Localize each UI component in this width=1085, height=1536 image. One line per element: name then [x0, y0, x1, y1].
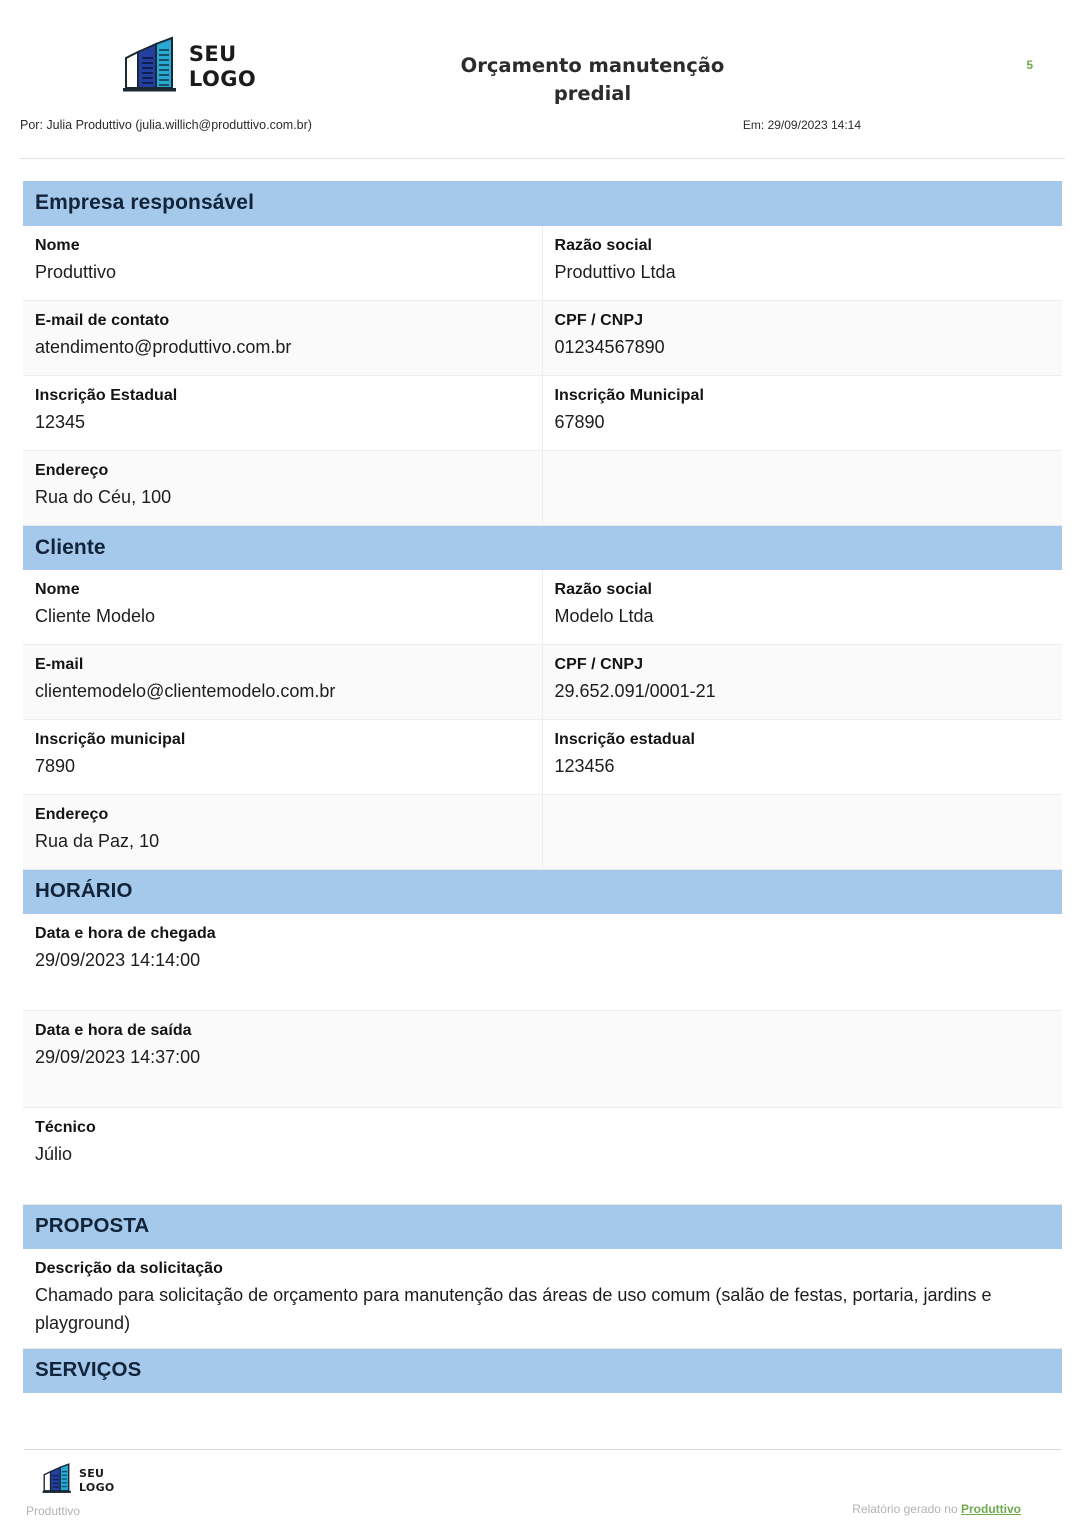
table-cell	[23, 1249, 1062, 1348]
field-value: clientemodelo@clientemodelo.com.br	[35, 681, 336, 702]
table-cell	[23, 645, 543, 719]
report-section	[23, 181, 1062, 526]
field-value: Júlio	[35, 1143, 73, 1164]
footer-divider	[24, 1449, 1061, 1450]
report-section	[23, 870, 1062, 1205]
table-row	[23, 720, 1062, 795]
field-label: Inscrição Municipal	[554, 386, 704, 404]
footer-brand	[24, 1462, 115, 1518]
building-skyline-icon	[42, 1462, 72, 1499]
building-skyline-icon	[122, 34, 178, 99]
logo-text-line1: SEU	[188, 41, 237, 66]
table-cell	[23, 1011, 1062, 1107]
table-row	[23, 1011, 1062, 1108]
field-label: E-mail	[35, 656, 84, 674]
table-cell	[543, 376, 1063, 450]
table-cell	[543, 301, 1063, 375]
section-header: Cliente	[23, 526, 1062, 571]
field-value: 7890	[35, 756, 76, 777]
table-row	[23, 226, 1062, 301]
footer-company-name: Produttivo	[26, 1504, 81, 1518]
document-meta	[0, 118, 1085, 144]
table-row	[23, 301, 1062, 376]
title-container	[354, 0, 831, 109]
table-cell	[543, 720, 1063, 794]
document-header	[0, 0, 1085, 118]
logo-text	[189, 42, 256, 91]
document-footer	[0, 1449, 1085, 1536]
table-cell	[543, 645, 1063, 719]
field-label: E-mail de contato	[35, 311, 170, 329]
field-value: Produttivo	[35, 261, 117, 282]
table-row	[23, 795, 1062, 870]
field-label: Razão social	[554, 236, 653, 254]
field-label: Inscrição estadual	[554, 731, 696, 749]
field-value: Rua do Céu, 100	[35, 486, 172, 507]
table-cell	[543, 226, 1063, 300]
report-section	[23, 1205, 1062, 1349]
meta-generated-at: Em: 29/09/2023 14:14	[742, 118, 861, 132]
field-value: Produttivo Ltda	[554, 261, 676, 282]
footer-logo-text-line2: LOGO	[79, 1480, 115, 1494]
table-cell	[23, 914, 1062, 1010]
field-value: Chamado para solicitação de orçamento para manutenção das áreas de uso comum (salão de festas, portaria, jardins e playground)	[35, 1284, 992, 1333]
field-label: Inscrição municipal	[35, 731, 186, 749]
table-cell	[543, 451, 1063, 525]
table-cell	[23, 226, 543, 300]
section-header: SERVIÇOS	[23, 1349, 1062, 1393]
header-logo	[24, 0, 354, 99]
field-label: Nome	[35, 581, 80, 599]
table-row	[23, 451, 1062, 526]
meta-author: Por: Julia Produttivo (julia.willich@produttivo.com.br)	[20, 118, 312, 132]
field-value: 29/09/2023 14:14:00	[35, 949, 201, 970]
header-divider	[20, 158, 1065, 159]
footer-logo-text	[79, 1467, 115, 1493]
table-cell	[23, 570, 543, 644]
field-label: CPF / CNPJ	[554, 311, 644, 329]
section-rows	[23, 570, 1062, 870]
section-header: Empresa responsável	[23, 181, 1062, 226]
footer-logo-text-line1: SEU	[79, 1467, 105, 1481]
logo-text-line2: LOGO	[188, 66, 257, 91]
section-rows	[23, 1249, 1062, 1349]
field-value: Modelo Ltda	[554, 606, 654, 627]
report-body	[23, 181, 1062, 1393]
page-number-container	[831, 0, 1061, 74]
table-cell	[23, 1108, 1062, 1204]
table-cell	[23, 376, 543, 450]
page-number: 5	[1026, 58, 1033, 72]
page-title: Orçamento manutenção predial	[460, 54, 725, 106]
field-label: Técnico	[35, 1118, 96, 1136]
field-value: 67890	[554, 411, 605, 432]
table-cell	[23, 720, 543, 794]
field-label: Nome	[35, 236, 80, 254]
field-label: CPF / CNPJ	[554, 656, 644, 674]
field-label: Endereço	[35, 461, 109, 479]
table-row	[23, 376, 1062, 451]
field-value: 29.652.091/0001-21	[554, 681, 716, 702]
produttivo-link[interactable]: Produttivo	[961, 1502, 1021, 1516]
field-value: 123456	[554, 756, 615, 777]
table-cell	[543, 795, 1063, 869]
field-label: Inscrição Estadual	[35, 386, 178, 404]
field-value: Rua da Paz, 10	[35, 831, 160, 852]
report-section	[23, 1349, 1062, 1393]
section-header: HORÁRIO	[23, 870, 1062, 914]
field-value: 01234567890	[554, 336, 665, 357]
table-row	[23, 570, 1062, 645]
field-label: Endereço	[35, 806, 109, 824]
table-row	[23, 914, 1062, 1011]
table-row	[23, 1108, 1062, 1205]
field-label: Data e hora de saída	[35, 1021, 192, 1039]
table-cell	[543, 570, 1063, 644]
footer-generated-prefix: Relatório gerado no	[852, 1502, 961, 1516]
report-section	[23, 526, 1062, 871]
field-label: Razão social	[554, 581, 653, 599]
field-value: atendimento@produttivo.com.br	[35, 336, 292, 357]
footer-generated-note	[852, 1502, 1021, 1518]
section-rows	[23, 226, 1062, 526]
section-rows	[23, 914, 1062, 1205]
field-label: Data e hora de chegada	[35, 924, 216, 942]
table-cell	[23, 451, 543, 525]
table-cell	[23, 795, 543, 869]
field-value: Cliente Modelo	[35, 606, 156, 627]
field-label: Descrição da solicitação	[35, 1259, 223, 1277]
table-row	[23, 645, 1062, 720]
field-value: 29/09/2023 14:37:00	[35, 1046, 201, 1067]
field-value: 12345	[35, 411, 86, 432]
table-cell	[23, 301, 543, 375]
table-row	[23, 1249, 1062, 1349]
section-header: PROPOSTA	[23, 1205, 1062, 1249]
